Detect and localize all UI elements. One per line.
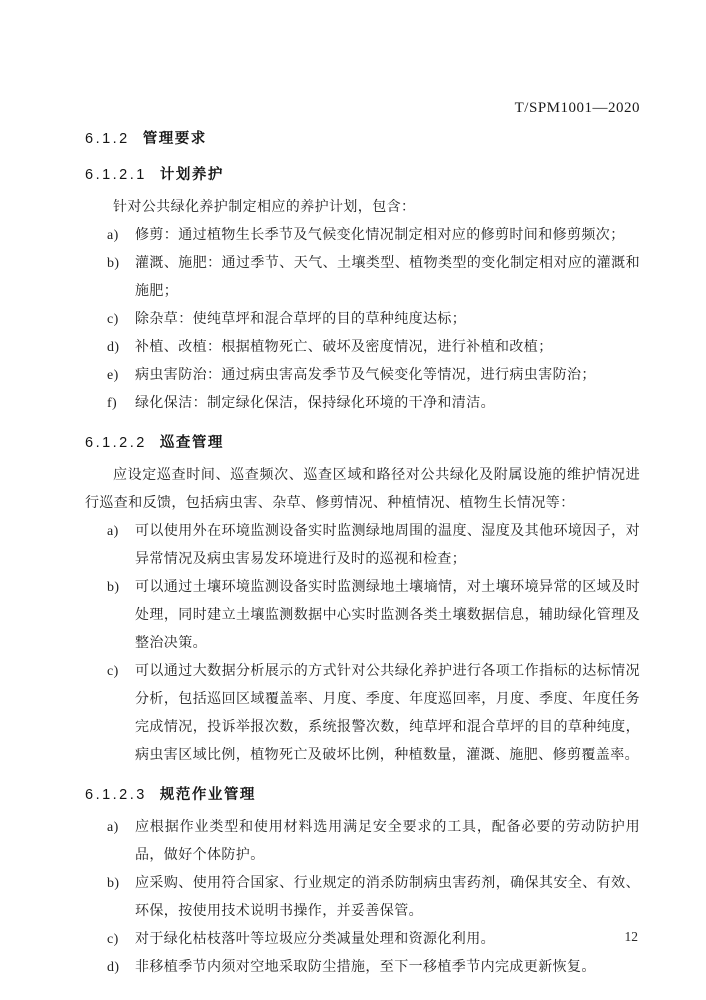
section-heading-6-1-2-1 xyxy=(85,164,640,186)
list-item-marker: a) xyxy=(107,820,119,835)
list-item-text: 修剪：通过植物生长季节及气候变化情况制定相对应的修剪时间和修剪频次； xyxy=(135,228,625,243)
section-heading-6-1-2 xyxy=(85,128,640,150)
list-item-marker: b) xyxy=(107,580,120,595)
list-item-text: 应根据作业类型和使用材料选用满足安全要求的工具，配备必要的劳动防护用品，做好个体防护。 xyxy=(135,820,640,863)
list-item-text: 非移植季节内须对空地采取防尘措施，至下一移植季节内完成更新恢复。 xyxy=(135,960,596,975)
list-item xyxy=(85,870,640,926)
list-item xyxy=(85,926,640,954)
section-number: 6.1.2 xyxy=(85,131,130,147)
list-item-text: 除杂草：使纯草坪和混合草坪的目的草种纯度达标； xyxy=(135,312,467,327)
list-item xyxy=(85,222,640,250)
section-heading-6-1-2-2 xyxy=(85,432,640,454)
list-item-text: 应采购、使用符合国家、行业规定的消杀防制病虫害药剂，确保其安全、有效、 环保，按使用技术说明书操作，并妥善保管。 xyxy=(135,876,640,919)
list-item-text: 可以通过土壤环境监测设备实时监测绿地土壤墒情，对土壤环境异常的区域及时处理，同时建立土壤监测数据中心实时监测各类土壤数据信息，辅助绿化管理及整治决策。 xyxy=(135,580,640,651)
list-item-text: 可以使用外在环境监测设备实时监测绿地周围的温度、湿度及其他环境因子，对异常情况及病虫害易发环境进行及时的巡视和检查； xyxy=(135,524,640,567)
list-item xyxy=(85,814,640,870)
page-number: 12 xyxy=(624,929,638,944)
list-item xyxy=(85,954,640,982)
section-heading-6-1-2-3 xyxy=(85,784,640,806)
list-item-text: 病虫害防治：通过病虫害高发季节及气候变化等情况，进行病虫害防治； xyxy=(135,368,596,383)
list-item-text: 灌溉、施肥：通过季节、天气、土壤类型、植物类型的变化制定相对应的灌溉和施肥； xyxy=(135,256,640,299)
list-6-1-2-3 xyxy=(85,814,640,982)
section-title: 规范作业管理 xyxy=(159,787,256,803)
paragraph-intro-6-1-2-2: 应设定巡查时间、巡查频次、巡查区域和路径对公共绿化及附属设施的维护情况进行巡查和反馈，包括病虫害、杂草、修剪情况、种植情况、植物生长情况等： xyxy=(85,468,640,511)
section-number: 6.1.2.3 xyxy=(85,787,147,803)
list-item-text: 绿化保洁：制定绿化保洁，保持绿化环境的干净和清洁。 xyxy=(135,396,495,411)
list-item-marker: b) xyxy=(107,876,120,891)
list-item-text: 补植、改植：根据植物死亡、破坏及密度情况，进行补植和改植； xyxy=(135,340,553,355)
list-item-marker: a) xyxy=(107,228,119,243)
list-item xyxy=(85,334,640,362)
section-title: 巡查管理 xyxy=(159,435,224,451)
list-item-marker: f) xyxy=(107,396,118,411)
list-item xyxy=(85,658,640,770)
list-item xyxy=(85,362,640,390)
section-number: 6.1.2.1 xyxy=(85,167,147,183)
section-number: 6.1.2.2 xyxy=(85,435,147,451)
list-item-marker: c) xyxy=(107,312,119,327)
paragraph-intro-6-1-2-1: 针对公共绿化养护制定相应的养护计划，包含： xyxy=(113,200,416,215)
list-item-marker: b) xyxy=(107,256,120,271)
list-item xyxy=(85,306,640,334)
document-header-code: T/SPM1001—2020 xyxy=(514,100,640,116)
list-item xyxy=(85,250,640,306)
list-6-1-2-1 xyxy=(85,222,640,418)
list-item-text: 对于绿化枯枝落叶等垃圾应分类减量处理和资源化利用。 xyxy=(135,932,495,947)
list-item-marker: d) xyxy=(107,960,120,975)
list-item xyxy=(85,390,640,418)
list-item-marker: e) xyxy=(107,368,119,383)
list-item-marker: d) xyxy=(107,340,120,355)
list-item xyxy=(85,574,640,658)
list-6-1-2-2 xyxy=(85,518,640,770)
section-title: 计划养护 xyxy=(159,167,224,183)
list-item xyxy=(85,518,640,574)
list-item-marker: a) xyxy=(107,524,119,539)
section-title: 管理要求 xyxy=(142,131,207,147)
list-item-marker: c) xyxy=(107,664,119,679)
list-item-marker: c) xyxy=(107,932,119,947)
list-item-text: 可以通过大数据分析展示的方式针对公共绿化养护进行各项工作指标的达标情况分析，包括巡回区域覆盖率、月度、季度、年度巡回率，月度、季度、年度任务完成情况，投诉举报次数，系统报警次数，纯草坪和混合草坪的目的草种纯度，病虫害区域比例，植物死亡及破坏比例，种植数量，灌溉、施肥、修剪覆盖率。 xyxy=(135,664,640,763)
